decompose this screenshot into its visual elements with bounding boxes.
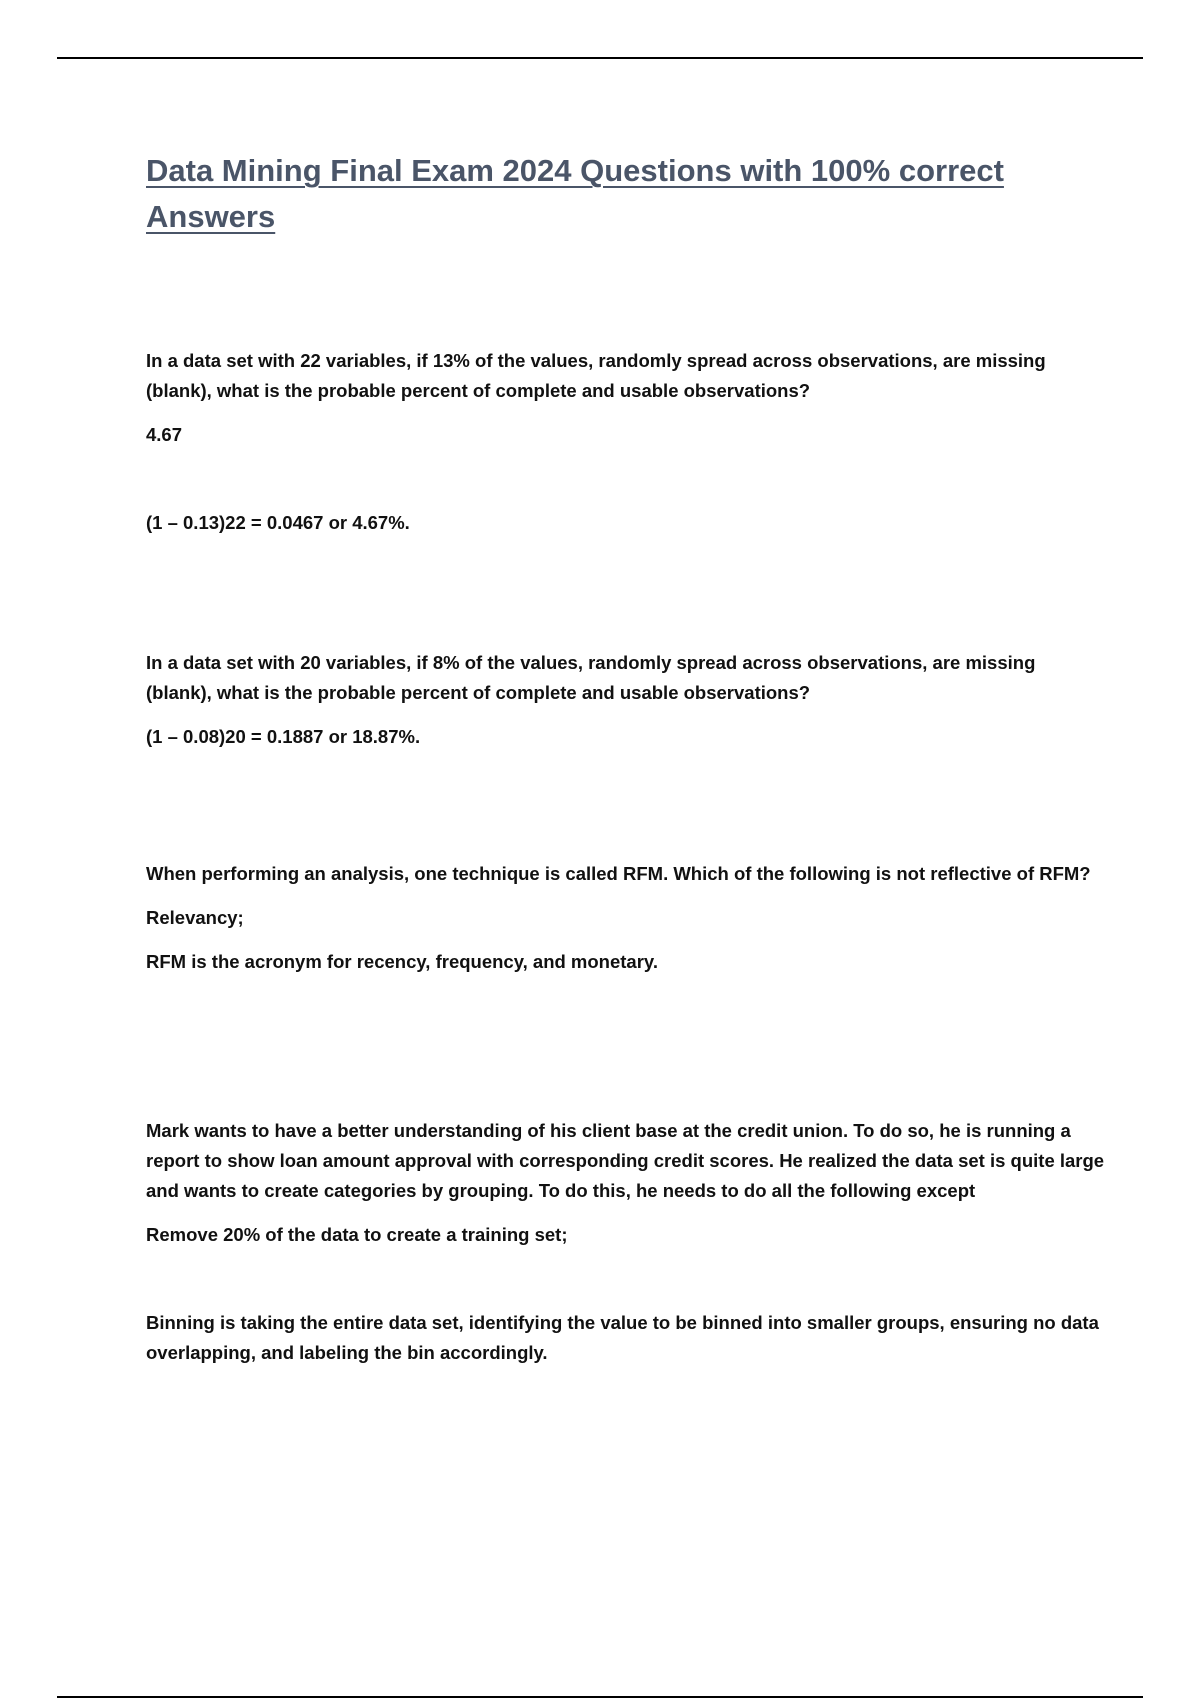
bottom-rule [57, 1696, 1143, 1698]
qa-item-2 [146, 648, 1106, 752]
question-4: Mark wants to have a better understanding of his client base at the credit union. To do so, he is running a report to show loan amount approval with corresponding credit scores. He realized the data set is quite large and wants to create categories by grouping. To do this, he needs to do all the following except [146, 1120, 1105, 1201]
answer-3: Relevancy; [146, 907, 244, 928]
answer-4: Remove 20% of the data to create a training set; [146, 1224, 568, 1245]
answer-1: 4.67 [146, 424, 183, 445]
qa-item-3 [146, 859, 1106, 977]
explanation-1: (1 – 0.13)22 = 0.0467 or 4.67%. [146, 512, 410, 533]
answer-2: (1 – 0.08)20 = 0.1887 or 18.87%. [146, 726, 421, 747]
explanation-3: RFM is the acronym for recency, frequency, and monetary. [146, 951, 658, 972]
question-3: When performing an analysis, one technique is called RFM. Which of the following is not reflective of RFM? [146, 863, 1091, 884]
qa-item-1 [146, 346, 1106, 538]
question-2: In a data set with 20 variables, if 8% of the values, randomly spread across observations, are missing (blank), what is the probable percent of complete and usable observations? [146, 652, 1036, 703]
explanation-4: Binning is taking the entire data set, identifying the value to be binned into smaller groups, ensuring no data overlapping, and labeling the bin accordingly. [146, 1312, 1099, 1363]
qa-item-4 [146, 1116, 1106, 1368]
top-rule [57, 57, 1143, 59]
question-1: In a data set with 22 variables, if 13% of the values, randomly spread across observations, are missing (blank), what is the probable percent of complete and usable observations? [146, 350, 1046, 401]
document-title: Data Mining Final Exam 2024 Questions with 100% correct Answers [146, 153, 1004, 234]
